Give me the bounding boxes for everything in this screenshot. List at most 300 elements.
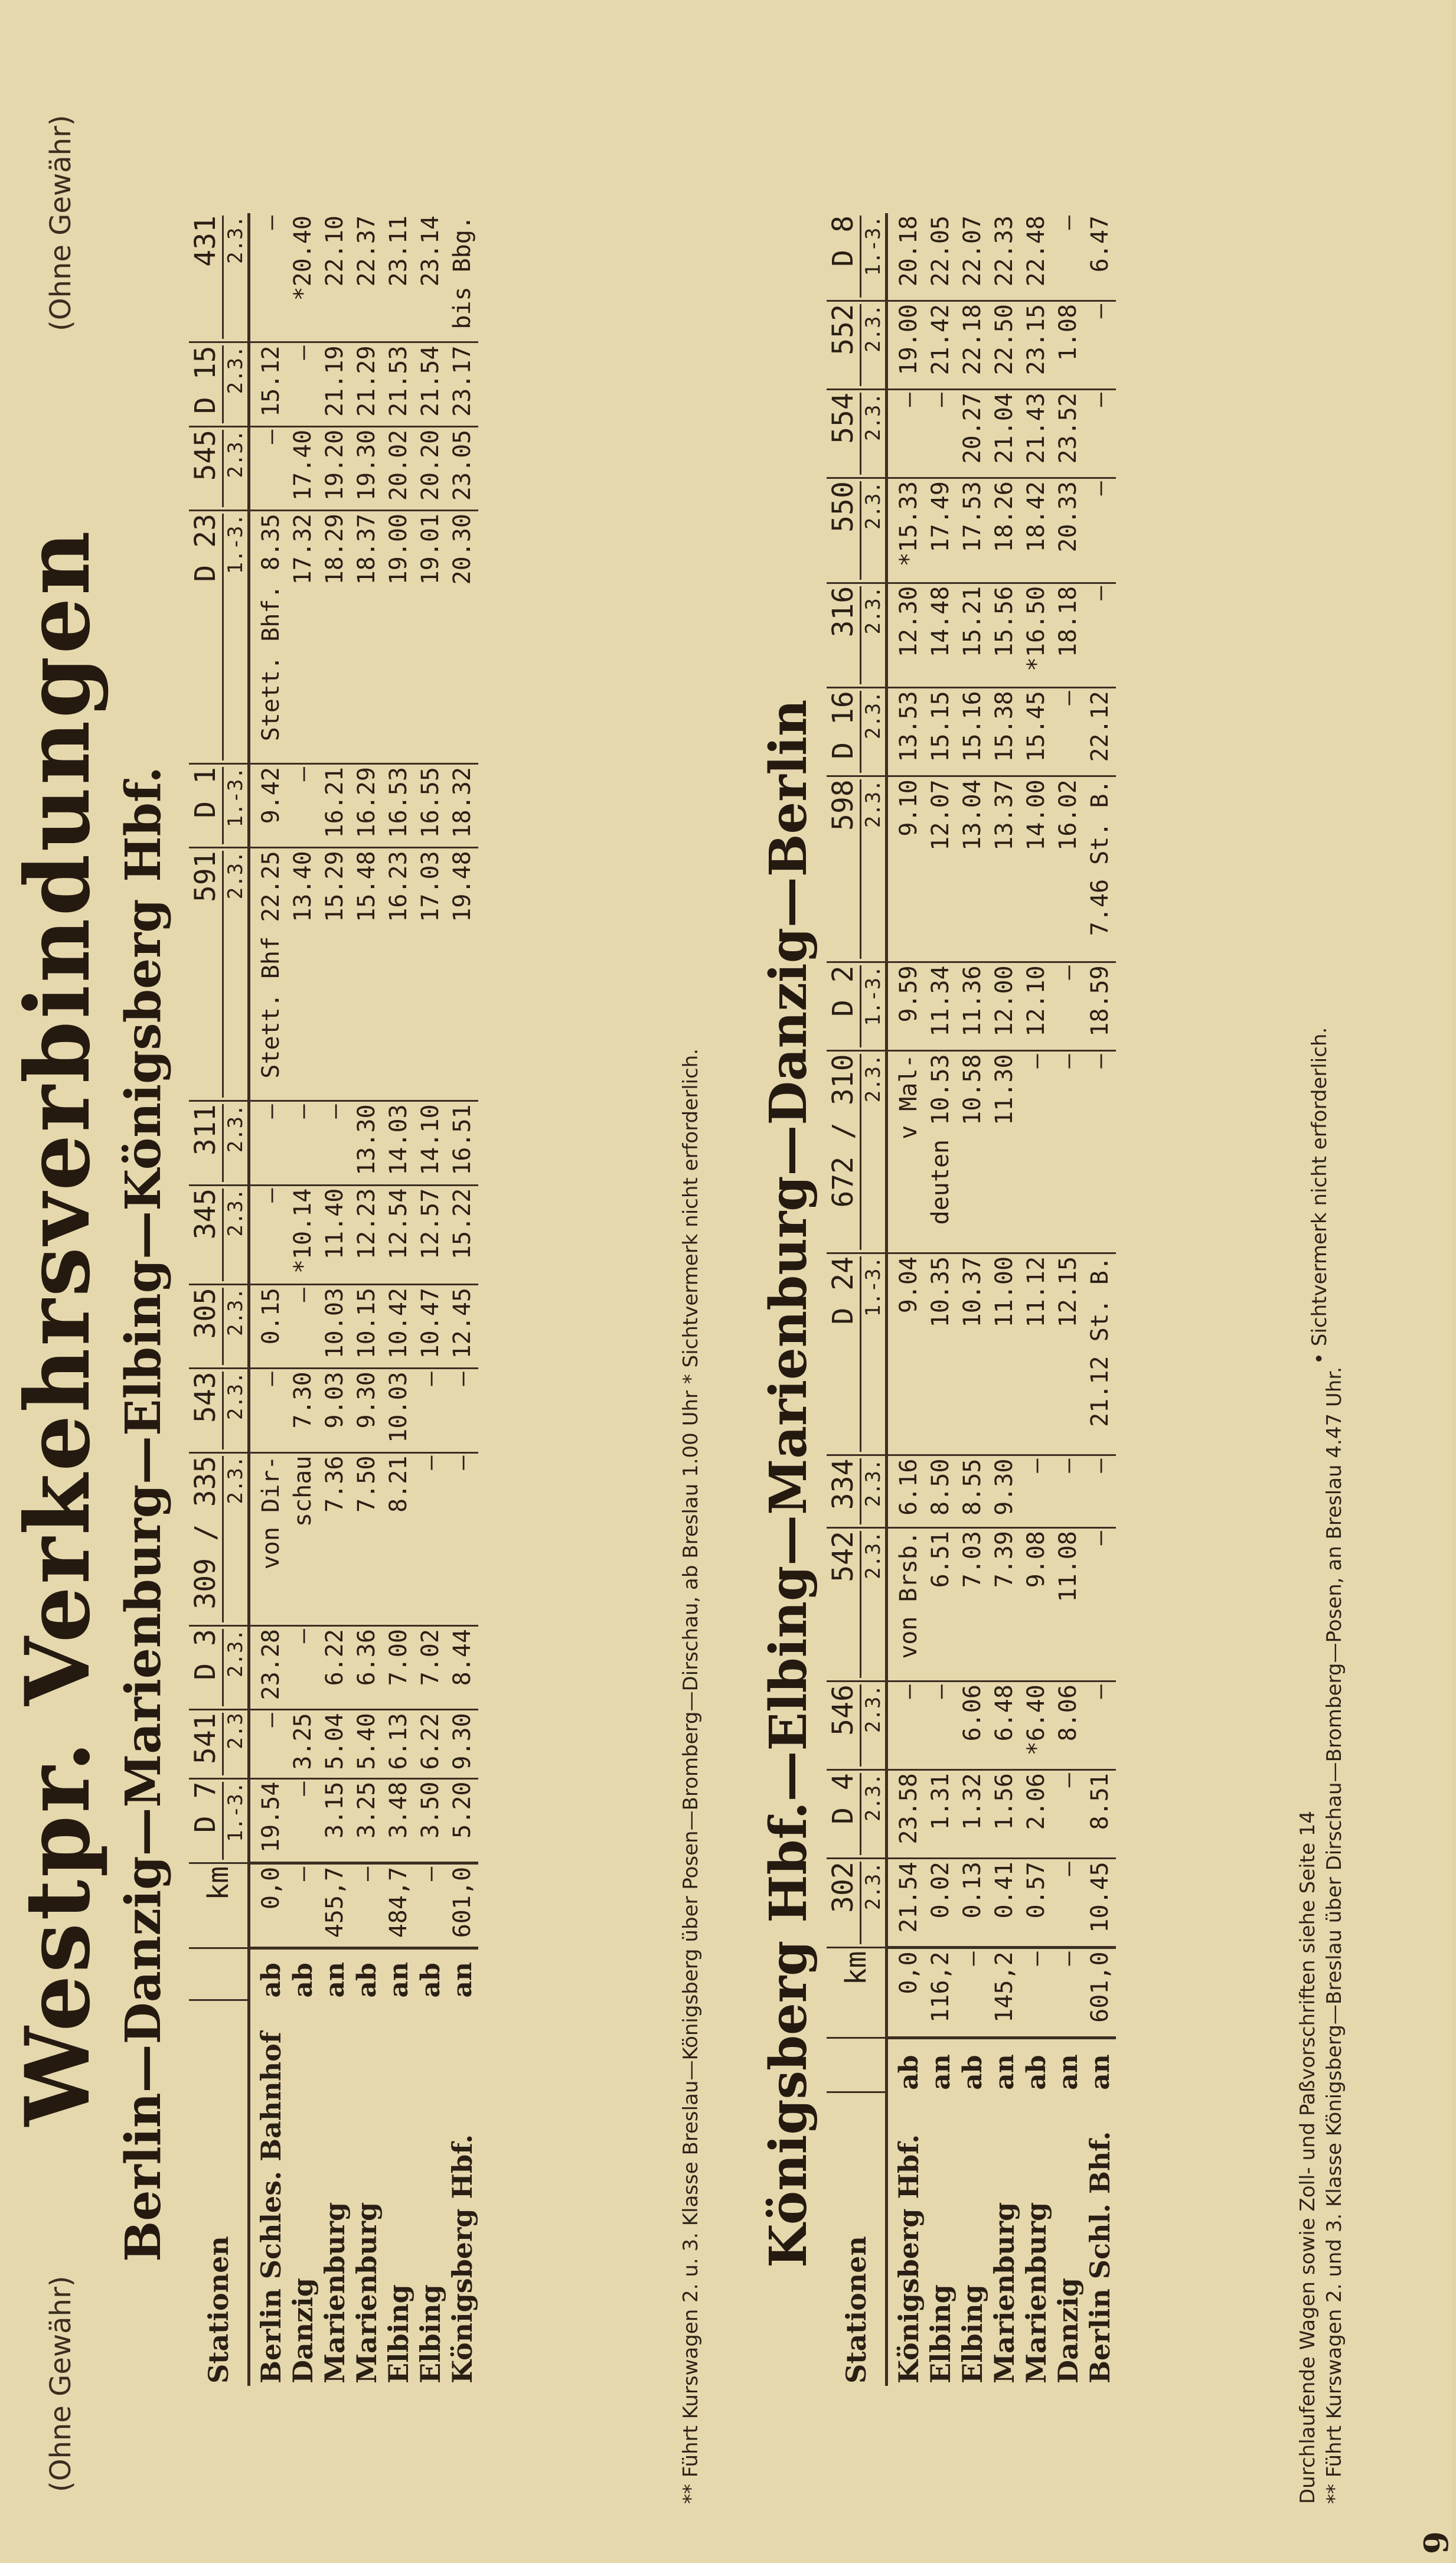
time-cell: — — [1084, 478, 1116, 583]
time-cell: Stett. Bhf 22.25 — [249, 848, 288, 1101]
train-header — [189, 1185, 249, 1284]
train-header — [189, 1778, 249, 1863]
time-cell: bis Bbg. — [446, 213, 478, 342]
train-header — [827, 1455, 887, 1528]
train-number: D 2 — [827, 965, 860, 1017]
time-cell: 18.18 — [1052, 583, 1084, 688]
train-header — [189, 1101, 249, 1185]
time-cell: 1.08 — [1052, 301, 1084, 389]
time-cell: 11.40 — [319, 1185, 351, 1284]
train-number: D 16 — [827, 691, 860, 759]
time-cell: 7.46 St. B. — [1084, 776, 1116, 962]
train-class: 1.-3. — [222, 514, 247, 760]
station-name: Marienburg — [988, 2202, 1020, 2384]
time-cell: 6.51 — [925, 1528, 956, 1682]
train-class: 2.3. — [860, 1773, 885, 1855]
distance-km: 484,7 — [383, 1863, 414, 1948]
time-cell: 7.00 — [383, 1626, 414, 1710]
section1-footnote: ** Führt Kurswagen 2. u. 3. Klasse Breslau—Königsberg über Posen—Bromberg—Dirschau, ab Breslau 1.00 Uhr * Sichtvermerk nicht erforderlich. — [679, 1048, 703, 2504]
time-cell: 9.08 — [1020, 1528, 1052, 1682]
time-cell: — — [249, 213, 288, 342]
time-cell: 22.50 — [988, 301, 1020, 389]
time-cell: — — [1052, 1051, 1084, 1253]
section2-footnote-visa: • Sichtvermerk nicht erforderlich. — [1308, 1027, 1331, 1364]
time-cell: 23.15 — [1020, 301, 1052, 389]
time-cell: — — [249, 1369, 288, 1452]
time-cell: 9.30 — [351, 1369, 383, 1452]
time-cell: 22.10 — [319, 213, 351, 342]
train-header — [827, 688, 887, 776]
time-cell: 11.00 — [988, 1253, 1020, 1455]
time-cell: 10.45 — [1084, 1859, 1116, 1948]
time-cell: 21.54 — [887, 1859, 925, 1948]
train-class: 2.3. — [222, 1372, 247, 1449]
time-cell: — — [414, 1452, 446, 1625]
time-cell: — — [1084, 390, 1116, 478]
train-header — [827, 776, 887, 962]
time-cell: 20.20 — [414, 426, 446, 510]
time-cell: 20.30 — [446, 511, 478, 764]
time-cell: — — [319, 1101, 351, 1185]
time-cell: — — [287, 1285, 319, 1369]
station-name: Berlin Schl. Bhf. — [1084, 2131, 1116, 2384]
train-header — [189, 511, 249, 764]
train-header — [189, 1285, 249, 1369]
time-cell: 10.03 — [383, 1369, 414, 1452]
time-cell: 5.04 — [319, 1710, 351, 1778]
train-class: 2.3. — [222, 851, 247, 1098]
train-header — [189, 1626, 249, 1710]
time-cell: — — [249, 1185, 288, 1284]
time-cell: 0.13 — [956, 1859, 988, 1948]
time-cell: 1.32 — [956, 1770, 988, 1859]
time-cell: 8.50 — [925, 1455, 956, 1528]
time-cell: 12.00 — [988, 962, 1020, 1051]
time-cell: — — [446, 1452, 478, 1625]
time-cell: — — [287, 764, 319, 848]
train-number: 309 / 335 — [189, 1455, 222, 1609]
train-class: 2.3. — [860, 691, 885, 773]
time-cell: 18.42 — [1020, 478, 1052, 583]
time-cell: 23.05 — [446, 426, 478, 510]
arrival-departure-marker: an — [1085, 2054, 1115, 2090]
time-cell: — — [1084, 1682, 1116, 1770]
time-cell: 10.03 — [319, 1285, 351, 1369]
train-number: 541 — [189, 1713, 222, 1765]
time-cell: 7.30 — [287, 1369, 319, 1452]
table-row — [319, 213, 351, 2386]
arrival-departure-marker: an — [383, 1962, 414, 1998]
column-header-direction — [189, 1948, 249, 2000]
time-cell: 13.04 — [956, 776, 988, 962]
train-number: 545 — [189, 429, 222, 481]
column-header-stations: Stationen — [189, 2000, 249, 2386]
section2-footnote-customs: Durchlaufende Wagen sowie Zoll- und Paßvorschriften siehe Seite 14 — [1296, 1810, 1320, 2504]
time-cell: 7.39 — [988, 1528, 1020, 1682]
table-row — [351, 213, 383, 2386]
train-number: D 4 — [827, 1773, 860, 1824]
time-cell: 7.50 — [351, 1452, 383, 1625]
time-cell: 9.30 — [446, 1710, 478, 1778]
time-cell: 13.53 — [887, 688, 925, 776]
time-cell: 15.22 — [446, 1185, 478, 1284]
time-cell: von Brsb. — [887, 1528, 925, 1682]
train-number: 316 — [827, 586, 860, 638]
time-cell: 13.30 — [351, 1101, 383, 1185]
time-cell: — — [1084, 583, 1116, 688]
train-class: 2.3. — [860, 1862, 885, 1944]
time-cell: 12.57 — [414, 1185, 446, 1284]
table-row — [383, 213, 414, 2386]
time-cell: 8.44 — [446, 1626, 478, 1710]
train-number: D 24 — [827, 1256, 860, 1325]
train-class: 2.3. — [860, 304, 885, 386]
train-class: 2.3. — [860, 1054, 885, 1250]
time-cell: 23.58 — [887, 1770, 925, 1859]
table-row — [925, 213, 956, 2386]
train-header — [189, 1369, 249, 1452]
time-cell: 19.00 — [887, 301, 925, 389]
train-class: 1.-3. — [860, 1256, 885, 1452]
time-cell: 8.21 — [383, 1452, 414, 1625]
table-row — [446, 213, 478, 2386]
station-name: Marienburg — [1020, 2202, 1052, 2384]
time-cell: 3.48 — [383, 1778, 414, 1863]
section1-title: Berlin—Danzig—Marienburg—Elbing—Königsberg Hbf. — [115, 766, 172, 2262]
time-cell: 20.18 — [887, 213, 925, 301]
time-cell: 7.36 — [319, 1452, 351, 1625]
column-header-stations: Stationen — [827, 2092, 887, 2386]
train-number: D 8 — [827, 216, 860, 267]
time-cell: *6.40 — [1020, 1682, 1052, 1770]
time-cell: 19.54 — [249, 1778, 288, 1863]
time-cell: 17.03 — [414, 848, 446, 1101]
timetable-koenigsberg-berlin — [827, 213, 1116, 2386]
time-cell: 18.26 — [988, 478, 1020, 583]
train-class: 1.-3. — [222, 767, 247, 844]
time-cell: 16.02 — [1052, 776, 1084, 962]
time-cell: 19.00 — [383, 511, 414, 764]
time-cell: 1.31 — [925, 1770, 956, 1859]
train-header — [189, 848, 249, 1101]
column-header-direction — [827, 2038, 887, 2092]
train-number: 554 — [827, 393, 860, 444]
time-cell: 23.28 — [249, 1626, 288, 1710]
time-cell: 20.02 — [383, 426, 414, 510]
time-cell: schau — [287, 1452, 319, 1625]
time-cell: — — [287, 1101, 319, 1185]
train-class: 2.3. — [860, 481, 885, 580]
train-number: 546 — [827, 1684, 860, 1736]
time-cell: — — [249, 1101, 288, 1185]
train-class: 1.-3. — [860, 216, 885, 298]
table-row — [887, 213, 925, 2386]
distance-km: 601,0 — [1084, 1948, 1116, 2038]
arrival-departure-marker: an — [989, 2054, 1020, 2090]
table-row — [414, 213, 446, 2386]
page-number: 9 — [1417, 2531, 1456, 2554]
distance-km: 455,7 — [319, 1863, 351, 1948]
time-cell: 10.15 — [351, 1285, 383, 1369]
arrival-departure-marker: an — [447, 1962, 478, 1998]
train-number: 311 — [189, 1104, 222, 1156]
time-cell: 15.15 — [925, 688, 956, 776]
train-header — [189, 1710, 249, 1778]
page-title: Westpr. Verkehrsverbindungen — [6, 528, 110, 2126]
train-number: 431 — [189, 216, 222, 267]
train-header — [827, 1859, 887, 1948]
station-name: Danzig — [287, 2278, 319, 2384]
time-cell: 14.00 — [1020, 776, 1052, 962]
time-cell: 16.51 — [446, 1101, 478, 1185]
distance-km: 0,0 — [887, 1948, 925, 2038]
time-cell: 19.30 — [351, 426, 383, 510]
section2-title: Königsberg Hbf.—Elbing—Marienburg—Danzig—Berlin — [759, 699, 818, 2268]
train-class: 2.3. — [860, 779, 885, 959]
train-header — [827, 1253, 887, 1455]
time-cell: 19.01 — [414, 511, 446, 764]
time-cell: 13.37 — [988, 776, 1020, 962]
train-header — [189, 1452, 249, 1625]
time-cell: 14.10 — [414, 1101, 446, 1185]
arrival-departure-marker: ab — [351, 1963, 382, 1998]
time-cell: 10.47 — [414, 1285, 446, 1369]
train-header — [827, 1770, 887, 1859]
time-cell: 15.12 — [249, 342, 288, 426]
train-class: 1.-3. — [222, 1782, 247, 1860]
train-number: 334 — [827, 1458, 860, 1510]
arrival-departure-marker: an — [319, 1962, 350, 1998]
train-number: 598 — [827, 779, 860, 831]
station-name: Elbing — [956, 2284, 988, 2384]
time-cell: 20.33 — [1052, 478, 1084, 583]
disclaimer-right: (Ohne Gewähr) — [44, 115, 77, 331]
time-cell: 3.25 — [351, 1778, 383, 1863]
time-cell: 17.32 — [287, 511, 319, 764]
time-cell: 15.45 — [1020, 688, 1052, 776]
train-class: 2.3. — [860, 586, 885, 685]
time-cell: 17.53 — [956, 478, 988, 583]
station-name: Marienburg — [319, 2202, 351, 2384]
time-cell: 11.08 — [1052, 1528, 1084, 1682]
time-cell: 11.12 — [1020, 1253, 1052, 1455]
distance-km: — — [1020, 1948, 1052, 2038]
train-header — [827, 1051, 887, 1253]
time-cell: 6.22 — [319, 1626, 351, 1710]
train-number: 345 — [189, 1188, 222, 1240]
time-cell: — — [287, 1626, 319, 1710]
time-cell: 18.37 — [351, 511, 383, 764]
time-cell: 8.51 — [1084, 1770, 1116, 1859]
train-number: 550 — [827, 481, 860, 533]
table-row — [1052, 213, 1084, 2386]
arrival-departure-marker: ab — [1021, 2055, 1052, 2090]
train-header — [827, 1682, 887, 1770]
time-cell: — — [446, 1369, 478, 1452]
time-cell: 1.56 — [988, 1770, 1020, 1859]
table-row — [287, 213, 319, 2386]
time-cell: 6.22 — [414, 1710, 446, 1778]
time-cell: 9.04 — [887, 1253, 925, 1455]
time-cell: 23.17 — [446, 342, 478, 426]
time-cell: — — [1052, 962, 1084, 1051]
train-number: D 23 — [189, 514, 222, 582]
time-cell: 0.41 — [988, 1859, 1020, 1948]
time-cell: — — [1020, 1455, 1052, 1528]
time-cell: 10.42 — [383, 1285, 414, 1369]
time-cell: 17.40 — [287, 426, 319, 510]
train-class: 2.3. — [222, 345, 247, 423]
arrival-departure-marker: ab — [957, 2055, 988, 2090]
time-cell: 6.06 — [956, 1682, 988, 1770]
distance-km: 116,2 — [925, 1948, 956, 2038]
time-cell: 2.06 — [1020, 1770, 1052, 1859]
time-cell: v Mal- — [887, 1051, 925, 1253]
time-cell: 10.35 — [925, 1253, 956, 1455]
time-cell: 9.59 — [887, 962, 925, 1051]
time-cell: — — [414, 1369, 446, 1452]
station-name: Berlin Schles. Bahnhof — [255, 2032, 287, 2384]
time-cell: 22.05 — [925, 213, 956, 301]
time-cell: 18.29 — [319, 511, 351, 764]
time-cell: 12.15 — [1052, 1253, 1084, 1455]
time-cell: 22.48 — [1020, 213, 1052, 301]
distance-km: 0,0 — [249, 1863, 288, 1948]
time-cell: *15.33 — [887, 478, 925, 583]
time-cell: 6.16 — [887, 1455, 925, 1528]
train-number: 543 — [189, 1372, 222, 1423]
time-cell: 12.30 — [887, 583, 925, 688]
train-number: 302 — [827, 1862, 860, 1913]
time-cell: 21.19 — [319, 342, 351, 426]
time-cell: — — [1084, 301, 1116, 389]
section2-footnote-through-coaches: ** Führt Kurswagen 2. und 3. Klasse Königsberg—Breslau über Dirschau—Bromberg—Posen, an Breslau 4.47 Uhr. — [1323, 1367, 1346, 2504]
train-number: 542 — [827, 1531, 860, 1582]
time-cell: — — [1084, 1528, 1116, 1682]
time-cell: 16.23 — [383, 848, 414, 1101]
station-name: Marienburg — [351, 2202, 383, 2384]
time-cell: 16.21 — [319, 764, 351, 848]
time-cell: 5.40 — [351, 1710, 383, 1778]
time-cell: 15.56 — [988, 583, 1020, 688]
time-cell: 0.02 — [925, 1859, 956, 1948]
time-cell: 6.36 — [351, 1626, 383, 1710]
time-cell: 8.55 — [956, 1455, 988, 1528]
train-header — [189, 764, 249, 848]
station-name: Königsberg Hbf. — [893, 2134, 925, 2384]
time-cell: 22.37 — [351, 213, 383, 342]
station-name: Elbing — [925, 2284, 956, 2384]
time-cell: 23.11 — [383, 213, 414, 342]
time-cell: 12.45 — [446, 1285, 478, 1369]
table-row — [956, 213, 988, 2386]
column-header-km: km — [189, 1863, 249, 1948]
distance-km: — — [287, 1863, 319, 1948]
time-cell: 12.54 — [383, 1185, 414, 1284]
table-row — [988, 213, 1020, 2386]
time-cell: 3.50 — [414, 1778, 446, 1863]
time-cell: 11.30 — [988, 1051, 1020, 1253]
arrival-departure-marker: ab — [288, 1963, 318, 1998]
time-cell: 12.23 — [351, 1185, 383, 1284]
time-cell: 15.29 — [319, 848, 351, 1101]
time-cell: 10.37 — [956, 1253, 988, 1455]
time-cell: — — [1052, 688, 1084, 776]
distance-km: — — [351, 1863, 383, 1948]
time-cell: — — [1052, 213, 1084, 301]
train-class: 2.3. — [222, 1189, 247, 1281]
time-cell: 15.48 — [351, 848, 383, 1101]
table-row — [249, 213, 288, 2386]
table-row — [1020, 213, 1052, 2386]
train-number: D 15 — [189, 345, 222, 414]
time-cell: 9.10 — [887, 776, 925, 962]
timetable-berlin-koenigsberg — [189, 213, 478, 2386]
time-cell: — — [1020, 1051, 1052, 1253]
train-header — [827, 962, 887, 1051]
time-cell: — — [1084, 1455, 1116, 1528]
train-header — [827, 583, 887, 688]
time-cell: 9.42 — [249, 764, 288, 848]
distance-km: 145,2 — [988, 1948, 1020, 2038]
column-header-km: km — [827, 1948, 887, 2038]
train-header — [189, 213, 249, 342]
time-cell: — — [887, 1682, 925, 1770]
time-cell: — — [925, 390, 956, 478]
train-header — [827, 301, 887, 389]
time-cell: 12.07 — [925, 776, 956, 962]
train-number: D 7 — [189, 1781, 222, 1833]
train-class: 2.3. — [860, 393, 885, 475]
train-number: 672 / 310 — [827, 1054, 860, 1208]
time-cell: 16.29 — [351, 764, 383, 848]
time-cell: 21.29 — [351, 342, 383, 426]
arrival-departure-marker: ab — [415, 1963, 446, 1998]
time-cell: 12.10 — [1020, 962, 1052, 1051]
time-cell: — — [287, 1778, 319, 1863]
time-cell: 17.49 — [925, 478, 956, 583]
time-cell: 15.38 — [988, 688, 1020, 776]
arrival-departure-marker: an — [925, 2054, 956, 2090]
train-class: 1.-3. — [860, 965, 885, 1047]
time-cell: 3.25 — [287, 1710, 319, 1778]
time-cell: 6.48 — [988, 1682, 1020, 1770]
train-number: 591 — [189, 851, 222, 903]
train-number: D 3 — [189, 1629, 222, 1680]
time-cell: 16.55 — [414, 764, 446, 848]
station-name: Elbing — [414, 2284, 446, 2384]
time-cell: 13.40 — [287, 848, 319, 1101]
train-class: 2.3. — [860, 1531, 885, 1678]
time-cell: — — [887, 390, 925, 478]
time-cell: *16.50 — [1020, 583, 1052, 688]
time-cell: 3.15 — [319, 1778, 351, 1863]
train-class: 2.3. — [222, 1104, 247, 1181]
time-cell: 9.03 — [319, 1369, 351, 1452]
time-cell: 21.54 — [414, 342, 446, 426]
time-cell: 15.16 — [956, 688, 988, 776]
train-class: 2.3. — [860, 1684, 885, 1767]
time-cell: 11.34 — [925, 962, 956, 1051]
time-cell: 22.33 — [988, 213, 1020, 301]
station-name: Danzig — [1052, 2278, 1084, 2384]
train-number: D 1 — [189, 767, 222, 818]
time-cell: 20.27 — [956, 390, 988, 478]
time-cell: 22.07 — [956, 213, 988, 301]
time-cell: 14.48 — [925, 583, 956, 688]
train-header — [189, 342, 249, 426]
time-cell: 7.03 — [956, 1528, 988, 1682]
